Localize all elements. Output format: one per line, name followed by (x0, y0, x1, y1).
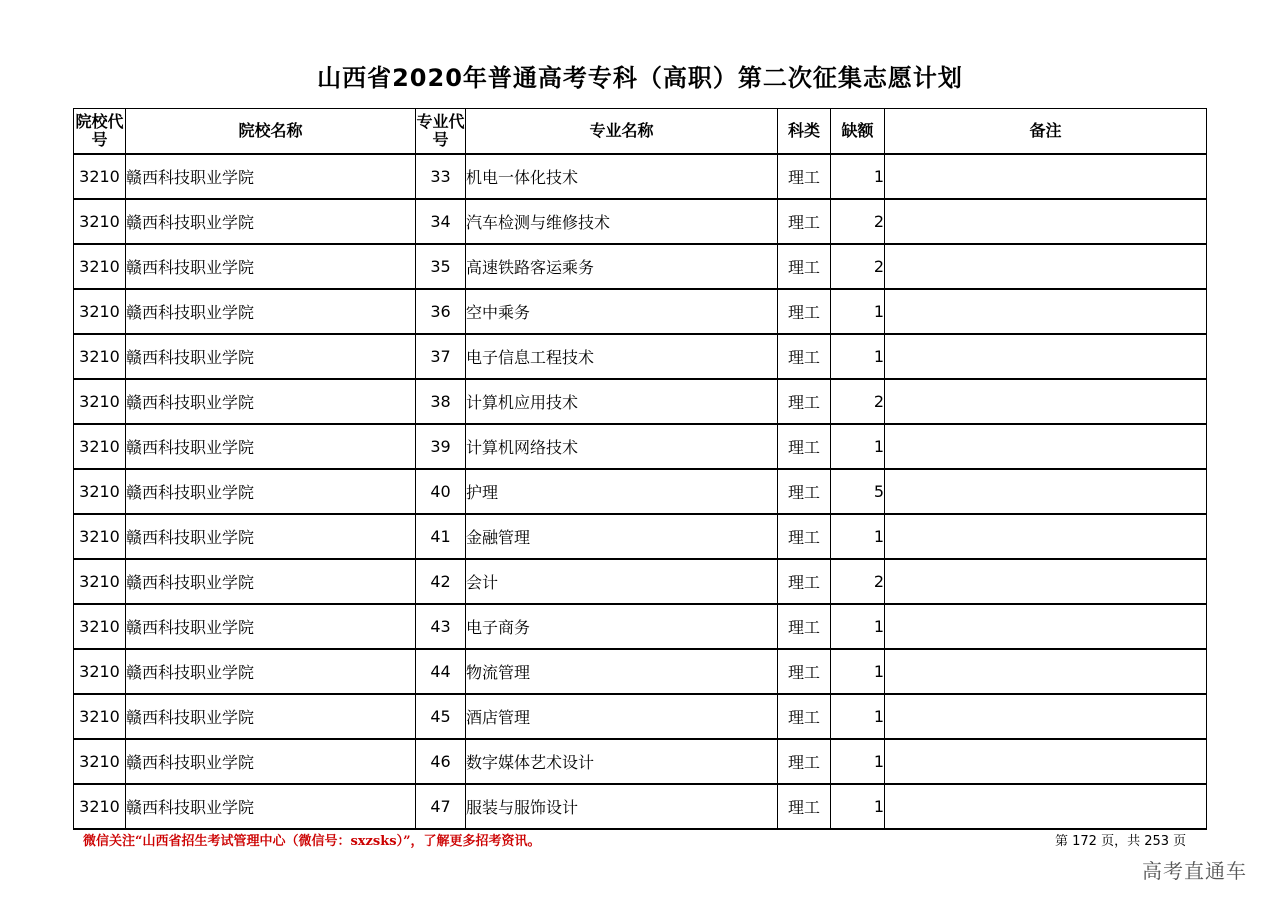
table-row (74, 289, 1207, 334)
table-row (74, 379, 1207, 424)
cell-major-name: 服装与服饰设计 (466, 784, 778, 829)
cell-school-code: 3210 (74, 289, 126, 334)
cell-category: 理工 (778, 154, 831, 199)
table-header-row (74, 109, 1207, 155)
cell-major-code: 35 (416, 244, 466, 289)
cell-quota: 1 (831, 649, 885, 694)
header-category: 科类 (778, 109, 831, 155)
cell-school-name: 赣西科技职业学院 (126, 154, 416, 199)
cell-major-code: 41 (416, 514, 466, 559)
cell-category: 理工 (778, 514, 831, 559)
cell-major-code: 46 (416, 739, 466, 784)
cell-quota: 2 (831, 379, 885, 424)
cell-remark (885, 559, 1207, 604)
cell-major-name: 护理 (466, 469, 778, 514)
cell-remark (885, 604, 1207, 649)
watermark: 高考直通车 (1142, 859, 1247, 883)
cell-major-code: 37 (416, 334, 466, 379)
cell-quota: 2 (831, 559, 885, 604)
cell-remark (885, 379, 1207, 424)
cell-school-name: 赣西科技职业学院 (126, 199, 416, 244)
cell-category: 理工 (778, 424, 831, 469)
cell-major-name: 金融管理 (466, 514, 778, 559)
cell-category: 理工 (778, 334, 831, 379)
cell-major-code: 39 (416, 424, 466, 469)
table-row (74, 424, 1207, 469)
cell-major-code: 40 (416, 469, 466, 514)
cell-school-name: 赣西科技职业学院 (126, 739, 416, 784)
header-remark: 备注 (885, 109, 1207, 155)
header-school-code: 院校代号 (74, 109, 126, 155)
cell-remark (885, 649, 1207, 694)
cell-school-code: 3210 (74, 334, 126, 379)
cell-category: 理工 (778, 289, 831, 334)
cell-quota: 1 (831, 289, 885, 334)
cell-category: 理工 (778, 559, 831, 604)
table-row (74, 244, 1207, 289)
cell-major-name: 计算机应用技术 (466, 379, 778, 424)
cell-quota: 1 (831, 514, 885, 559)
cell-remark (885, 514, 1207, 559)
cell-school-code: 3210 (74, 514, 126, 559)
cell-major-name: 计算机网络技术 (466, 424, 778, 469)
page-number: 第 172 页，共 253 页 (1055, 834, 1187, 849)
plan-table (73, 108, 1207, 830)
footer-note: 微信关注“山西省招生考试管理中心（微信号：sxzsks）”，了解更多招考资讯。 (83, 834, 541, 849)
cell-major-name: 电子信息工程技术 (466, 334, 778, 379)
cell-major-code: 47 (416, 784, 466, 829)
cell-school-name: 赣西科技职业学院 (126, 559, 416, 604)
cell-major-code: 34 (416, 199, 466, 244)
cell-major-name: 高速铁路客运乘务 (466, 244, 778, 289)
cell-major-code: 36 (416, 289, 466, 334)
table-row (74, 469, 1207, 514)
cell-major-code: 33 (416, 154, 466, 199)
header-major-code: 专业代号 (416, 109, 466, 155)
cell-school-code: 3210 (74, 784, 126, 829)
cell-major-name: 汽车检测与维修技术 (466, 199, 778, 244)
cell-school-code: 3210 (74, 694, 126, 739)
cell-category: 理工 (778, 739, 831, 784)
cell-quota: 5 (831, 469, 885, 514)
cell-major-code: 38 (416, 379, 466, 424)
cell-quota: 1 (831, 694, 885, 739)
cell-remark (885, 694, 1207, 739)
cell-quota: 1 (831, 334, 885, 379)
cell-remark (885, 469, 1207, 514)
cell-school-code: 3210 (74, 424, 126, 469)
cell-remark (885, 784, 1207, 829)
cell-major-name: 酒店管理 (466, 694, 778, 739)
table-row (74, 514, 1207, 559)
cell-category: 理工 (778, 199, 831, 244)
cell-category: 理工 (778, 694, 831, 739)
table-row (74, 154, 1207, 199)
cell-quota: 2 (831, 199, 885, 244)
cell-school-name: 赣西科技职业学院 (126, 289, 416, 334)
cell-remark (885, 199, 1207, 244)
cell-category: 理工 (778, 649, 831, 694)
table-row (74, 784, 1207, 829)
cell-major-name: 数字媒体艺术设计 (466, 739, 778, 784)
cell-school-name: 赣西科技职业学院 (126, 424, 416, 469)
cell-major-name: 会计 (466, 559, 778, 604)
cell-major-name: 物流管理 (466, 649, 778, 694)
cell-quota: 1 (831, 784, 885, 829)
header-school-name: 院校名称 (126, 109, 416, 155)
cell-remark (885, 739, 1207, 784)
cell-school-code: 3210 (74, 244, 126, 289)
cell-school-name: 赣西科技职业学院 (126, 694, 416, 739)
cell-quota: 1 (831, 424, 885, 469)
cell-category: 理工 (778, 604, 831, 649)
cell-major-name: 电子商务 (466, 604, 778, 649)
cell-school-name: 赣西科技职业学院 (126, 604, 416, 649)
cell-quota: 1 (831, 604, 885, 649)
cell-school-code: 3210 (74, 604, 126, 649)
cell-school-code: 3210 (74, 559, 126, 604)
cell-major-code: 44 (416, 649, 466, 694)
cell-school-name: 赣西科技职业学院 (126, 244, 416, 289)
cell-remark (885, 289, 1207, 334)
cell-school-name: 赣西科技职业学院 (126, 379, 416, 424)
cell-remark (885, 154, 1207, 199)
cell-school-name: 赣西科技职业学院 (126, 469, 416, 514)
cell-quota: 1 (831, 154, 885, 199)
cell-school-code: 3210 (74, 469, 126, 514)
table-row (74, 559, 1207, 604)
cell-major-code: 43 (416, 604, 466, 649)
table-row (74, 604, 1207, 649)
cell-category: 理工 (778, 244, 831, 289)
table-row (74, 334, 1207, 379)
cell-remark (885, 424, 1207, 469)
table-row (74, 739, 1207, 784)
cell-school-code: 3210 (74, 649, 126, 694)
cell-school-name: 赣西科技职业学院 (126, 514, 416, 559)
table-row (74, 649, 1207, 694)
cell-category: 理工 (778, 784, 831, 829)
table-row (74, 694, 1207, 739)
cell-school-name: 赣西科技职业学院 (126, 784, 416, 829)
table-row (74, 199, 1207, 244)
cell-major-code: 42 (416, 559, 466, 604)
cell-quota: 1 (831, 739, 885, 784)
cell-school-code: 3210 (74, 199, 126, 244)
page-title: 山西省2020年普通高考专科（高职）第二次征集志愿计划 (317, 64, 963, 92)
cell-remark (885, 244, 1207, 289)
cell-school-code: 3210 (74, 739, 126, 784)
header-major-name: 专业名称 (466, 109, 778, 155)
cell-category: 理工 (778, 469, 831, 514)
cell-remark (885, 334, 1207, 379)
cell-school-code: 3210 (74, 154, 126, 199)
cell-school-name: 赣西科技职业学院 (126, 649, 416, 694)
cell-school-name: 赣西科技职业学院 (126, 334, 416, 379)
cell-quota: 2 (831, 244, 885, 289)
cell-major-name: 空中乘务 (466, 289, 778, 334)
cell-school-code: 3210 (74, 379, 126, 424)
cell-category: 理工 (778, 379, 831, 424)
cell-major-name: 机电一体化技术 (466, 154, 778, 199)
header-quota: 缺额 (831, 109, 885, 155)
cell-major-code: 45 (416, 694, 466, 739)
